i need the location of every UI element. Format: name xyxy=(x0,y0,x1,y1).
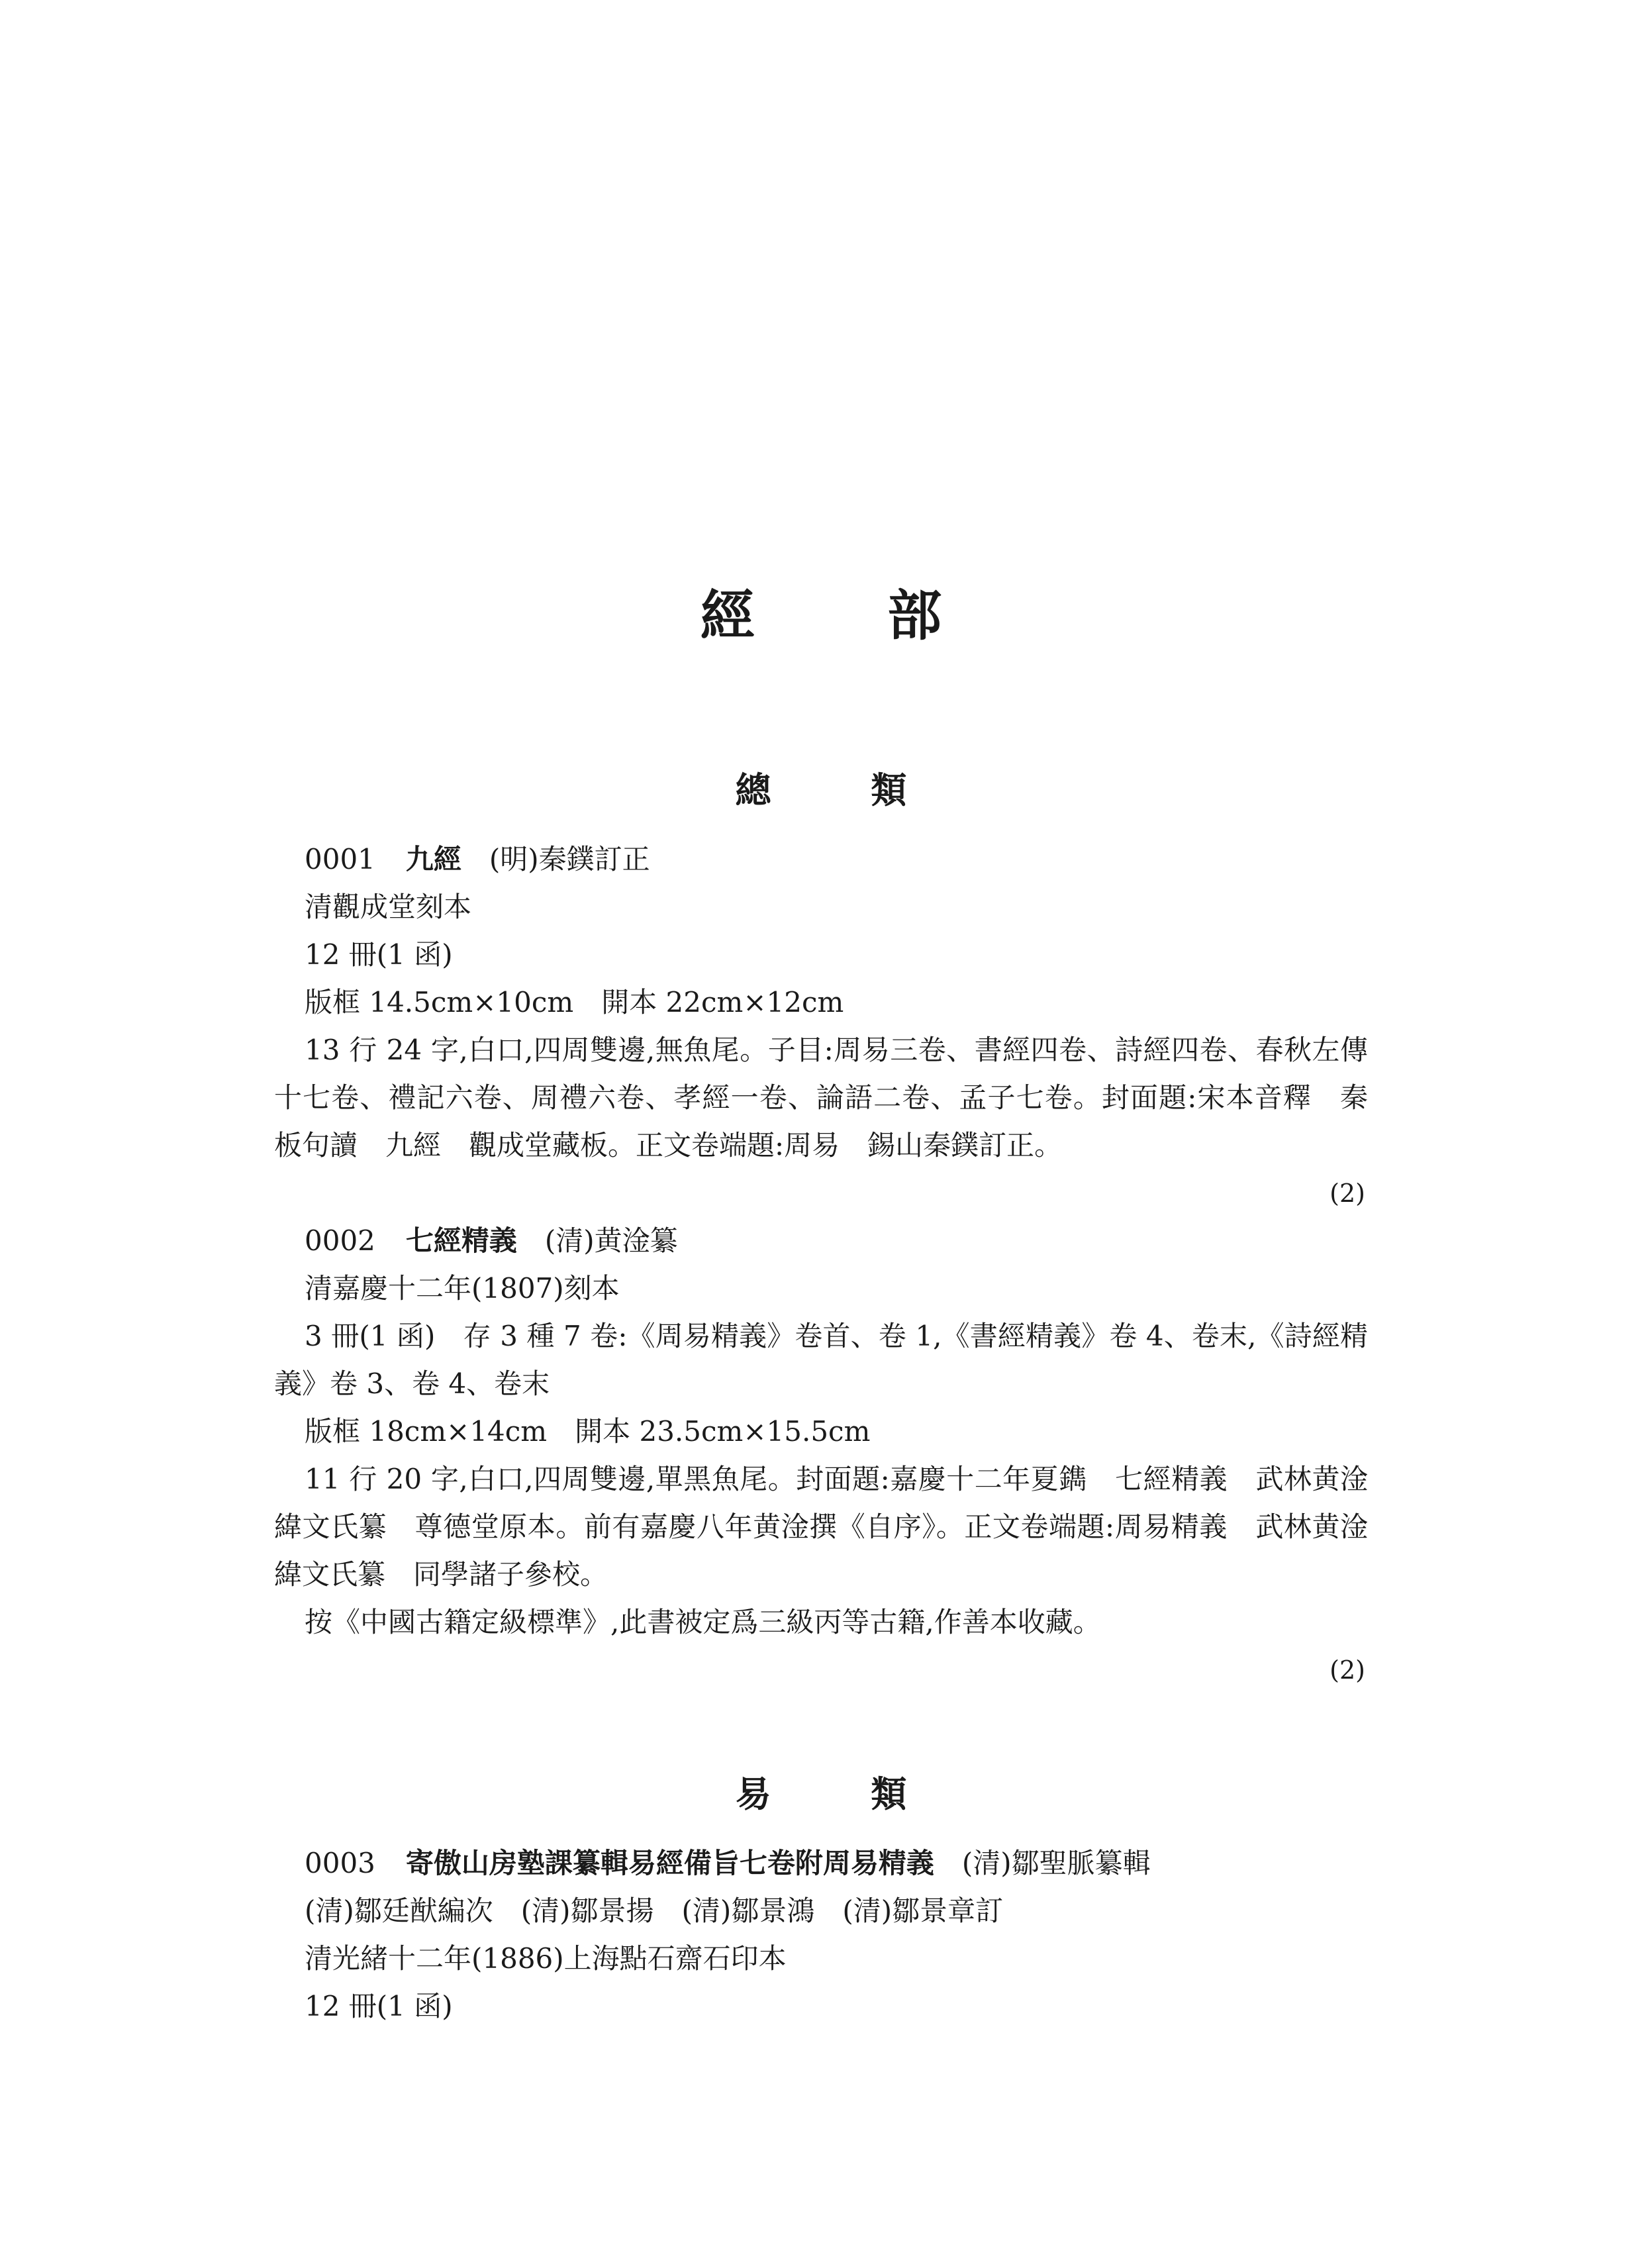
part-title: 經 部 xyxy=(700,584,999,648)
entry-0002 xyxy=(274,1217,1368,1694)
entry-title: 寄傲山房塾課纂輯易經備旨七卷附周易精義 xyxy=(405,1847,934,1879)
entry-heading xyxy=(274,1840,1368,1887)
entry-title: 九經 xyxy=(405,843,461,875)
entry-number: 0003 xyxy=(305,1847,375,1879)
section-title-yi: 易 類 xyxy=(735,1773,951,1815)
entry-author: (清)黄淦纂 xyxy=(544,1224,678,1257)
section-title-general: 總 類 xyxy=(735,769,951,811)
entry-0003 xyxy=(274,1840,1368,2030)
entry-count: (2) xyxy=(1329,1655,1365,1685)
entry-number: 0002 xyxy=(305,1224,375,1257)
entry-edition: 清觀成堂刻本 xyxy=(305,891,472,923)
entry-title: 七經精義 xyxy=(405,1224,517,1257)
entry-note: 按《中國古籍定級標準》,此書被定爲三級丙等古籍,作善本收藏。 xyxy=(305,1606,1101,1638)
entry-number: 0001 xyxy=(305,843,375,875)
entry-edition: 清嘉慶十二年(1807)刻本 xyxy=(305,1272,620,1305)
entry-dimensions: 版框 14.5cm×10cm 開本 22cm×12cm xyxy=(305,986,844,1018)
entry-volumes: 3 冊(1 函) 存 3 種 7 卷:《周易精義》卷首、卷 1,《書經精義》卷 4、卷末,《詩經精義》卷 3、卷 4、卷末 xyxy=(274,1320,1368,1400)
entry-volumes: 12 冊(1 函) xyxy=(305,1990,453,2022)
entry-author: (清)鄒聖脈纂輯 xyxy=(961,1847,1151,1879)
entry-heading xyxy=(274,1217,1368,1265)
entry-dimensions: 版框 18cm×14cm 開本 23.5cm×15.5cm xyxy=(305,1415,871,1448)
entry-description: 11 行 20 字,白口,四周雙邊,單黑魚尾。封面題:嘉慶十二年夏鐫 七經精義 武林黄淦緯文氏纂 尊德堂原本。前有嘉慶八年黄淦撰《自序》。正文卷端題:周易精義 武林黄淦緯文氏纂 同學諸子參校。 xyxy=(274,1463,1368,1591)
entry-edition: 清光緒十二年(1886)上海點石齋石印本 xyxy=(305,1942,787,1975)
entry-author: (明)秦鏷訂正 xyxy=(489,843,650,875)
entry-count: (2) xyxy=(1329,1179,1365,1208)
entry-description: 13 行 24 字,白口,四周雙邊,無魚尾。子目:周易三卷、書經四卷、詩經四卷、春秋左傳十七卷、禮記六卷、周禮六卷、孝經一卷、論語二卷、孟子七卷。封面題:宋本音釋 秦板句讀 九經 觀成堂藏板。正文卷端題:周易 錫山秦鏷訂正。 xyxy=(274,1034,1368,1161)
entry-0001 xyxy=(274,836,1368,1217)
entry-heading xyxy=(274,836,1368,883)
entry-volumes: 12 冊(1 函) xyxy=(305,938,453,971)
entry-author-secondary: (清)鄒廷猷編次 (清)鄒景揚 (清)鄒景鴻 (清)鄒景章訂 xyxy=(305,1895,1004,1927)
